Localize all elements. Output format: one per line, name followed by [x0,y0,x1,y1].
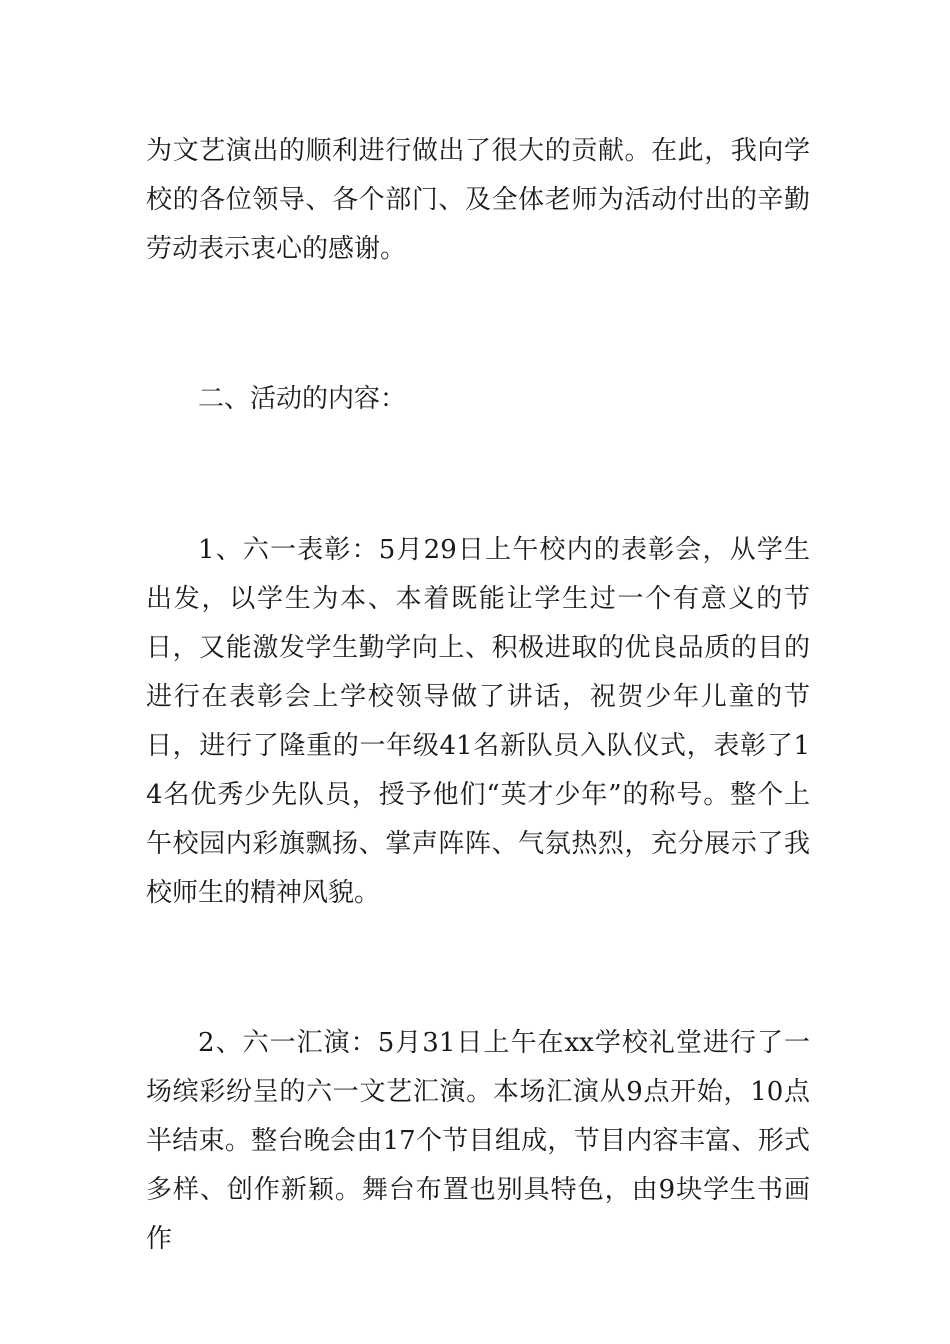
paragraph-performance: 2、六一汇演：5月31日上午在xx学校礼堂进行了一场缤彩纷呈的六一文艺汇演。本场汇演从9点开始，10点半结束。整台晚会由17个节目组成，节目内容丰富、形式多样、创作新颖。舞台布置也别具特色，由9块学生书画作 [146,1028,810,1254]
paragraph-thanks: 为文艺演出的顺利进行做出了很大的贡献。在此，我向学校的各位领导、各个部门、及全体老师为活动付出的辛勤劳动表示衷心的感谢。 [146,136,810,264]
paragraph-commendation: 1、六一表彰：5月29日上午校内的表彰会，从学生出发，以学生为本、本着既能让学生过一个有意义的节日，又能激发学生勤学向上、积极进取的优良品质的目的进行在表彰会上学校领导做了讲话，祝贺少年儿童的节日，进行了隆重的一年级41名新队员入队仪式，表彰了14名优秀少先队员，授予他们“英才少年”的称号。整个上午校园内彩旗飘扬、掌声阵阵、气氛热烈，充分展示了我校师生的精神风貌。 [146,535,810,908]
section-heading-activity-content: 二、活动的内容： [198,384,407,414]
